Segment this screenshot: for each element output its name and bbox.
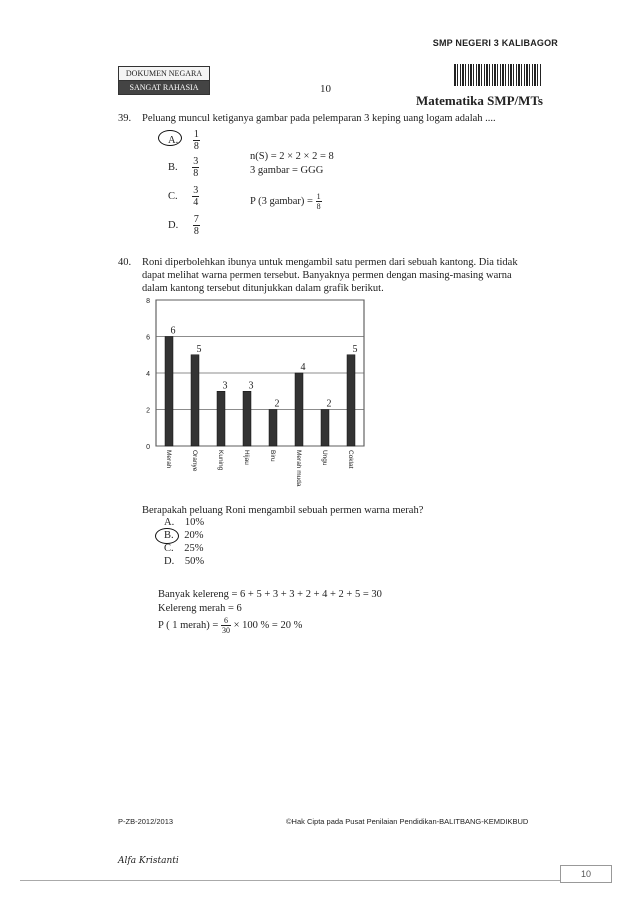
option-letter: C.: [168, 190, 178, 202]
document-classification-box: [118, 66, 210, 95]
option-letter: C.: [164, 543, 174, 554]
doc-label-bottom: SANGAT RAHASIA: [119, 81, 209, 94]
frac-num: 3: [193, 156, 199, 167]
frac-num: 1: [316, 192, 321, 201]
option-fraction: [193, 129, 200, 152]
option-fraction: [192, 156, 199, 179]
q40-number: 40.: [118, 257, 132, 268]
q39-work-line2: 3 gambar = GGG: [250, 165, 324, 176]
q40-option-b[interactable]: [164, 530, 204, 541]
option-fraction: [193, 214, 200, 237]
data-label: 5: [196, 343, 202, 355]
signature: Alfa Kristanti: [118, 856, 179, 866]
option-fraction: [192, 185, 199, 208]
bar: [321, 410, 329, 447]
frac-den: 8: [193, 168, 199, 179]
option-text: 50%: [184, 556, 205, 567]
data-label: 3: [248, 380, 254, 392]
copyright-text: ©Hak Cipta pada Pusat Penilaian Pendidikan-BALITBANG-KEMDIKBUD: [286, 817, 529, 826]
y-tick-label: 0: [146, 444, 150, 451]
q39-option-c[interactable]: [168, 185, 199, 208]
school-name: SMP NEGERI 3 KALIBAGOR: [432, 38, 558, 48]
category-label: Ungu: [321, 450, 328, 466]
q40-option-c[interactable]: [164, 543, 204, 554]
q40-question: Berapakah peluang Roni mengambil sebuah permen warna merah?: [142, 505, 424, 516]
subject-title: Matematika SMP/MTs: [416, 93, 543, 108]
bar: [243, 391, 251, 446]
page-number-top: 10: [320, 83, 331, 95]
y-tick-label: 8: [146, 298, 150, 305]
q40-text-line3: dalam kantong tersebut ditunjukkan dalam grafik berikut.: [142, 283, 384, 294]
q39-option-b[interactable]: [168, 156, 199, 179]
category-label: Kuning: [217, 450, 224, 471]
bottom-divider: [20, 880, 560, 881]
option-letter: B.: [168, 161, 178, 173]
frac-num: 1: [193, 129, 199, 140]
category-label: Oranye: [191, 450, 198, 472]
q39-option-a[interactable]: [168, 129, 200, 152]
option-text: 10%: [184, 517, 205, 528]
bar: [269, 410, 277, 447]
chart-svg: [140, 294, 370, 504]
q39-option-d[interactable]: [168, 214, 200, 237]
data-label: 3: [222, 380, 228, 392]
category-label: Biru: [269, 450, 276, 462]
frac-den: 8: [193, 226, 199, 237]
candy-bar-chart: [140, 294, 370, 504]
q40-work-fraction: [221, 616, 231, 635]
frac-den: 4: [193, 197, 199, 208]
option-text: 20%: [184, 530, 204, 541]
y-tick-label: 6: [146, 334, 150, 342]
frac-den: 8: [193, 141, 199, 152]
option-letter: D.: [164, 556, 175, 567]
category-label: Merah: [165, 450, 172, 469]
q40-work-line3: [158, 616, 302, 635]
q40-work-label: P ( 1 merah) =: [158, 619, 219, 631]
q40-work-line1: Banyak kelereng = 6 + 5 + 3 + 3 + 2 + 4 + 2 + 5 = 30: [158, 589, 382, 600]
q39-text: Peluang muncul ketiganya gambar pada pelemparan 3 keping uang logam adalah ....: [142, 113, 496, 124]
q40-option-a[interactable]: [164, 517, 204, 528]
category-label: Merah muda: [295, 450, 302, 487]
option-text: 25%: [184, 543, 204, 554]
exam-code: P-ZB-2012/2013: [118, 817, 174, 826]
q40-work-line2: Kelereng merah = 6: [158, 603, 242, 614]
q39-work-line1: n(S) = 2 × 2 × 2 = 8: [250, 151, 334, 162]
option-letter: A.: [168, 134, 179, 146]
frac-num: 6: [221, 616, 231, 626]
q40-text-line2: dapat melihat warna permen tersebut. Banyaknya permen dengan masing-masing warna: [142, 270, 512, 281]
category-label: Hijau: [243, 450, 250, 465]
bar: [165, 337, 173, 447]
bar: [295, 373, 303, 446]
data-label: 4: [300, 362, 306, 373]
barcode-image: [454, 64, 542, 86]
q39-work-label: P (3 gambar) =: [250, 195, 313, 207]
option-letter: D.: [168, 219, 179, 231]
data-label: 2: [274, 398, 280, 410]
frac-num: 7: [193, 214, 199, 225]
q39-work-line3: [250, 192, 322, 211]
data-label: 2: [326, 398, 332, 410]
category-label: Coklat: [347, 450, 354, 469]
bar: [347, 355, 355, 446]
option-letter: A.: [164, 517, 175, 528]
bar: [217, 391, 225, 446]
y-tick-label: 2: [146, 407, 150, 415]
data-label: 6: [170, 325, 176, 337]
doc-label-top: DOKUMEN NEGARA: [119, 67, 209, 81]
q40-option-d[interactable]: [164, 556, 204, 567]
option-letter: B.: [164, 530, 174, 541]
q40-text-line1: Roni diperbolehkan ibunya untuk mengambil satu permen dari sebuah kantong. Dia tidak: [142, 257, 518, 268]
frac-num: 3: [193, 185, 199, 196]
q39-work-fraction: [316, 192, 322, 211]
q40-work-result: × 100 % = 20 %: [233, 619, 303, 631]
frac-den: 30: [221, 626, 230, 635]
frac-den: 8: [316, 202, 321, 211]
page-number-box: 10: [560, 865, 612, 883]
bar: [191, 355, 199, 446]
y-tick-label: 4: [146, 371, 150, 378]
data-label: 5: [352, 343, 358, 355]
q39-number: 39.: [118, 113, 132, 124]
